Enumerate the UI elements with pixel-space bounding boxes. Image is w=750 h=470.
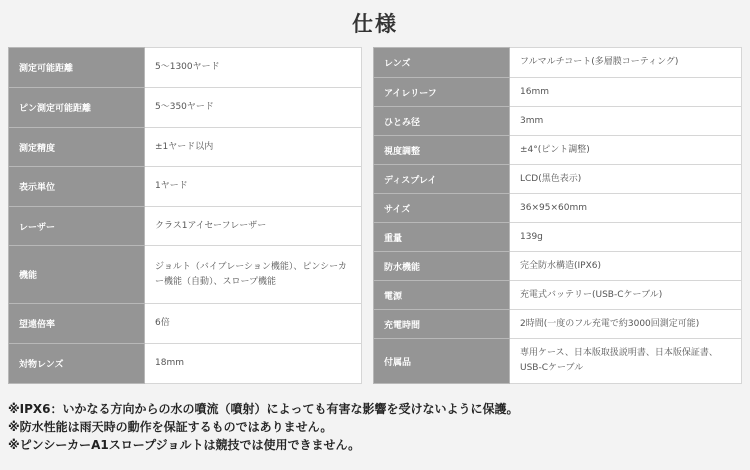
spec-row <box>9 48 362 88</box>
spec-label: 望遠倍率 <box>9 304 145 344</box>
note-ipx6: ※IPX6：いかなる方向からの水の噴流（噴射）によっても有害な影響を受けないように保護。 <box>8 402 519 416</box>
spec-row <box>374 107 742 136</box>
spec-value: 16mm <box>510 78 742 107</box>
spec-value: ±4°(ピント調整) <box>510 136 742 165</box>
spec-row <box>9 246 362 304</box>
spec-value: 1ヤード <box>145 167 362 207</box>
spec-label: 電源 <box>374 281 510 310</box>
spec-label: レンズ <box>374 48 510 78</box>
spec-label: ディスプレイ <box>374 165 510 194</box>
spec-label: ピン測定可能距離 <box>9 88 145 128</box>
spec-row <box>9 128 362 167</box>
spec-value: 完全防水構造(IPX6) <box>510 252 742 281</box>
spec-label: 重量 <box>374 223 510 252</box>
spec-row <box>374 194 742 223</box>
spec-value: クラス1アイセーフレーザー <box>145 207 362 246</box>
spec-value: ±1ヤード以内 <box>145 128 362 167</box>
spec-row <box>374 223 742 252</box>
spec-row <box>374 165 742 194</box>
spec-label: レーザー <box>9 207 145 246</box>
spec-row <box>374 48 742 78</box>
spec-row <box>374 78 742 107</box>
spec-value: 6倍 <box>145 304 362 344</box>
spec-label: アイレリーフ <box>374 78 510 107</box>
spec-value: 5〜1300ヤード <box>145 48 362 88</box>
spec-value: 36×95×60mm <box>510 194 742 223</box>
spec-value: 専用ケース、日本版取扱説明書、日本版保証書、USB-Cケーブル <box>510 339 742 384</box>
spec-table-left <box>8 47 362 384</box>
spec-label: 機能 <box>9 246 145 304</box>
spec-value: 3mm <box>510 107 742 136</box>
spec-label: ひとみ径 <box>374 107 510 136</box>
spec-label: 視度調整 <box>374 136 510 165</box>
spec-row <box>374 136 742 165</box>
spec-row <box>9 344 362 384</box>
spec-table-right <box>373 47 742 384</box>
spec-row <box>9 167 362 207</box>
spec-value: 2時間(一度のフル充電で約3000回測定可能) <box>510 310 742 339</box>
spec-value: 139g <box>510 223 742 252</box>
spec-row <box>374 281 742 310</box>
spec-value: フルマルチコート(多層膜コーティング) <box>510 48 742 78</box>
note-competition: ※ピンシーカーA1スロープジョルトは競技では使用できません。 <box>8 438 361 452</box>
spec-label: 表示単位 <box>9 167 145 207</box>
spec-row <box>9 207 362 246</box>
spec-label: 防水機能 <box>374 252 510 281</box>
spec-row <box>9 88 362 128</box>
spec-label: 測定精度 <box>9 128 145 167</box>
spec-label: サイズ <box>374 194 510 223</box>
spec-row <box>374 252 742 281</box>
spec-label: 対物レンズ <box>9 344 145 384</box>
spec-value: ジョルト（バイブレーション機能）、ピンシーカー機能（自動）、スロープ機能 <box>145 246 362 304</box>
spec-value: 5〜350ヤード <box>145 88 362 128</box>
note-waterproof: ※防水性能は雨天時の動作を保証するものではありません。 <box>8 420 333 434</box>
spec-value: LCD(黒色表示) <box>510 165 742 194</box>
notes <box>8 400 744 454</box>
spec-label: 測定可能距離 <box>9 48 145 88</box>
spec-label: 付属品 <box>374 339 510 384</box>
spec-row <box>374 310 742 339</box>
spec-label: 充電時間 <box>374 310 510 339</box>
spec-value: 充電式バッテリー(USB-Cケーブル) <box>510 281 742 310</box>
spec-row <box>374 339 742 384</box>
spec-row <box>9 304 362 344</box>
page-title: 仕様 <box>352 12 398 36</box>
spec-value: 18mm <box>145 344 362 384</box>
